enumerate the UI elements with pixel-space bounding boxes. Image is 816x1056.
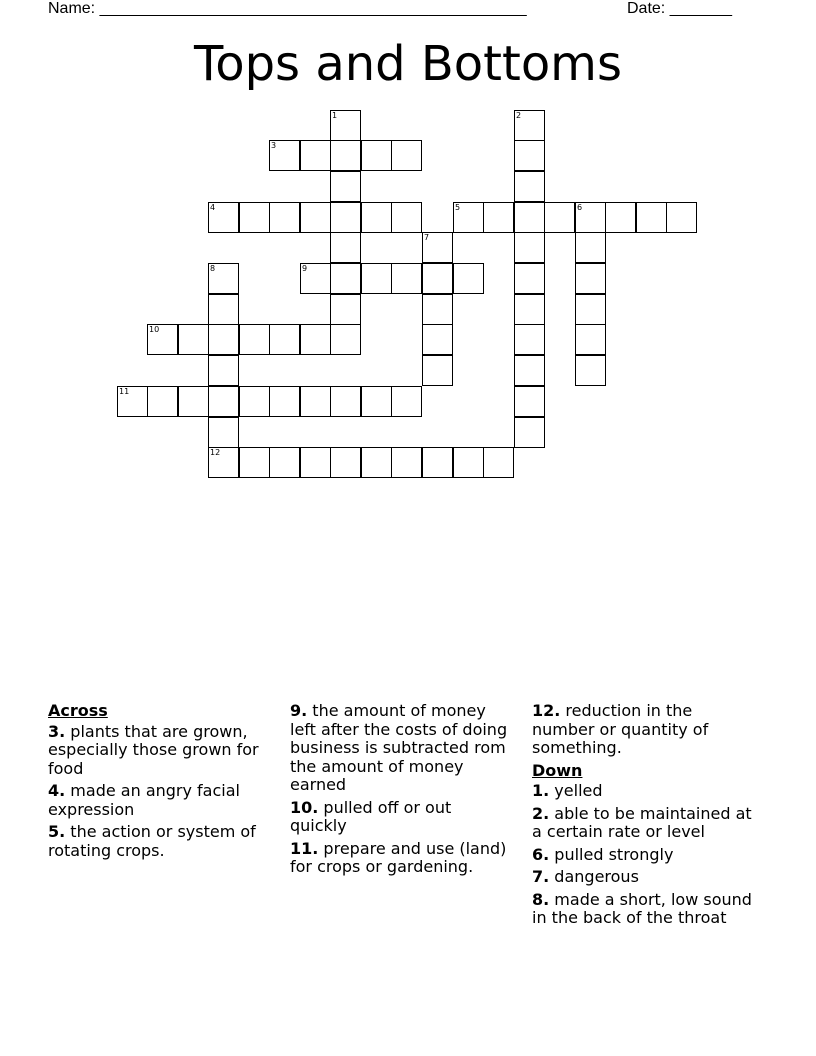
crossword-cell[interactable] xyxy=(514,110,545,141)
crossword-cell[interactable] xyxy=(208,417,239,448)
crossword-cell[interactable] xyxy=(422,447,453,478)
clue-column-2 xyxy=(290,702,512,881)
crossword-cell[interactable] xyxy=(514,171,545,202)
crossword-cell[interactable] xyxy=(575,324,606,355)
crossword-cell[interactable] xyxy=(239,447,270,478)
crossword-cell[interactable] xyxy=(575,232,606,263)
clue-number: 2. xyxy=(532,803,550,823)
across-clue-10 xyxy=(290,799,512,836)
crossword-cell[interactable] xyxy=(269,202,300,233)
clue-text: plants that are grown, especially those grown for food xyxy=(48,721,259,778)
crossword-cell[interactable] xyxy=(361,263,392,294)
crossword-cell[interactable] xyxy=(453,202,484,233)
crossword-cell[interactable] xyxy=(391,140,422,171)
date-field-label: Date: _______ xyxy=(627,0,732,17)
crossword-cell[interactable] xyxy=(269,386,300,417)
down-heading: Down xyxy=(532,760,583,780)
clue-column-1 xyxy=(48,702,270,864)
across-clue-11 xyxy=(290,840,512,877)
crossword-cell[interactable] xyxy=(208,355,239,386)
clue-text: yelled xyxy=(549,781,603,800)
clue-text: made an angry facial expression xyxy=(48,781,240,819)
crossword-cell[interactable] xyxy=(330,386,361,417)
crossword-cell[interactable] xyxy=(453,263,484,294)
cell-number: 5 xyxy=(455,203,461,212)
crossword-cell[interactable] xyxy=(391,447,422,478)
clue-text: pulled off or out quickly xyxy=(290,797,452,835)
crossword-cell[interactable] xyxy=(391,202,422,233)
crossword-cell[interactable] xyxy=(269,324,300,355)
crossword-cell[interactable] xyxy=(514,202,545,233)
crossword-cell[interactable] xyxy=(483,447,514,478)
crossword-cell[interactable] xyxy=(147,386,178,417)
crossword-cell[interactable] xyxy=(514,324,545,355)
crossword-cell[interactable] xyxy=(422,355,453,386)
crossword-grid xyxy=(117,110,699,479)
clue-column-3 xyxy=(532,702,754,932)
crossword-cell[interactable] xyxy=(361,202,392,233)
crossword-cell[interactable] xyxy=(453,447,484,478)
crossword-cell[interactable] xyxy=(208,202,239,233)
crossword-cell[interactable] xyxy=(330,202,361,233)
down-clue-6 xyxy=(532,846,754,865)
across-clue-3 xyxy=(48,723,270,779)
cell-number: 11 xyxy=(119,387,130,396)
crossword-cell[interactable] xyxy=(514,232,545,263)
cell-number: 7 xyxy=(424,233,430,242)
clue-text: the action or system of rotating crops. xyxy=(48,822,256,860)
crossword-cell[interactable] xyxy=(300,263,331,294)
cell-number: 6 xyxy=(577,203,583,212)
across-clue-4 xyxy=(48,782,270,819)
crossword-cell[interactable] xyxy=(239,386,270,417)
down-clue-1 xyxy=(532,782,754,801)
crossword-cell[interactable] xyxy=(239,324,270,355)
crossword-cell[interactable] xyxy=(361,140,392,171)
crossword-cell[interactable] xyxy=(300,324,331,355)
clue-number: 1. xyxy=(532,781,550,800)
clue-text: reduction in the number or quantity of something. xyxy=(532,701,709,757)
crossword-cell[interactable] xyxy=(300,202,331,233)
crossword-cell[interactable] xyxy=(575,294,606,325)
crossword-cell[interactable] xyxy=(330,324,361,355)
clue-text: able to be maintained at a certain rate or level xyxy=(532,803,752,841)
crossword-cell[interactable] xyxy=(330,232,361,263)
across-heading: Across xyxy=(48,701,108,720)
crossword-cell[interactable] xyxy=(422,232,453,263)
clue-number: 4. xyxy=(48,781,66,800)
crossword-cell[interactable] xyxy=(391,386,422,417)
clue-number: 12. xyxy=(532,701,561,720)
clue-number: 6. xyxy=(532,844,550,864)
clue-text: the amount of money left after the costs of doing business is subtracted rom the amount of money earned xyxy=(290,701,508,794)
crossword-cell[interactable] xyxy=(361,447,392,478)
clue-text: made a short, low sound in the back of the throat xyxy=(532,889,752,927)
crossword-cell[interactable] xyxy=(208,386,239,417)
crossword-cell[interactable] xyxy=(514,263,545,294)
crossword-cell[interactable] xyxy=(636,202,667,233)
crossword-cell[interactable] xyxy=(514,140,545,171)
cell-number: 1 xyxy=(332,111,338,120)
crossword-cell[interactable] xyxy=(300,140,331,171)
crossword-cell[interactable] xyxy=(300,447,331,478)
across-clue-5 xyxy=(48,823,270,860)
across-clue-9 xyxy=(290,702,512,795)
crossword-cell[interactable] xyxy=(422,294,453,325)
clue-number: 8. xyxy=(532,889,550,909)
crossword-cell[interactable] xyxy=(178,324,209,355)
crossword-cell[interactable] xyxy=(391,263,422,294)
crossword-cell[interactable] xyxy=(330,263,361,294)
crossword-cell[interactable] xyxy=(269,447,300,478)
crossword-cell[interactable] xyxy=(300,386,331,417)
crossword-cell[interactable] xyxy=(330,171,361,202)
crossword-cell[interactable] xyxy=(666,202,697,233)
crossword-cell[interactable] xyxy=(208,324,239,355)
crossword-cell[interactable] xyxy=(575,202,606,233)
cell-number: 12 xyxy=(210,448,221,457)
crossword-cell[interactable] xyxy=(514,294,545,325)
crossword-cell[interactable] xyxy=(330,110,361,141)
crossword-cell[interactable] xyxy=(330,447,361,478)
clue-number: 9. xyxy=(290,701,308,720)
crossword-cell[interactable] xyxy=(330,294,361,325)
crossword-cell[interactable] xyxy=(208,447,239,478)
crossword-cell[interactable] xyxy=(269,140,300,171)
crossword-cell[interactable] xyxy=(514,386,545,417)
crossword-cell[interactable] xyxy=(605,202,636,233)
cell-number: 9 xyxy=(302,264,308,273)
clue-number: 10. xyxy=(290,797,319,817)
crossword-cell[interactable] xyxy=(208,294,239,325)
page-title: Tops and Bottoms xyxy=(194,36,622,92)
clue-number: 3. xyxy=(48,721,66,741)
crossword-cell[interactable] xyxy=(117,386,148,417)
crossword-cell[interactable] xyxy=(330,140,361,171)
clue-text: prepare and use (land) for crops or gardening. xyxy=(290,838,507,876)
crossword-cell[interactable] xyxy=(422,324,453,355)
cell-number: 3 xyxy=(271,141,277,150)
crossword-cell[interactable] xyxy=(575,263,606,294)
down-clue-7 xyxy=(532,868,754,887)
crossword-cell[interactable] xyxy=(422,263,453,294)
down-clue-2 xyxy=(532,805,754,842)
across-clue-12 xyxy=(532,702,754,758)
crossword-cell[interactable] xyxy=(514,417,545,448)
down-clue-8 xyxy=(532,891,754,928)
cell-number: 2 xyxy=(516,111,522,120)
crossword-cell[interactable] xyxy=(514,355,545,386)
crossword-cell[interactable] xyxy=(208,263,239,294)
crossword-cell[interactable] xyxy=(575,355,606,386)
crossword-cell[interactable] xyxy=(239,202,270,233)
clue-number: 5. xyxy=(48,822,66,841)
crossword-cell[interactable] xyxy=(361,386,392,417)
clue-number: 11. xyxy=(290,838,319,858)
crossword-cell[interactable] xyxy=(544,202,575,233)
crossword-cell[interactable] xyxy=(147,324,178,355)
cell-number: 8 xyxy=(210,264,216,273)
cell-number: 4 xyxy=(210,203,216,212)
crossword-cell[interactable] xyxy=(178,386,209,417)
clue-text: pulled strongly xyxy=(549,844,674,864)
clue-number: 7. xyxy=(532,867,550,886)
crossword-cell[interactable] xyxy=(483,202,514,233)
cell-number: 10 xyxy=(149,325,160,334)
name-field-label: Name: ________________________________________________ xyxy=(48,0,527,17)
clue-text: dangerous xyxy=(549,867,639,886)
